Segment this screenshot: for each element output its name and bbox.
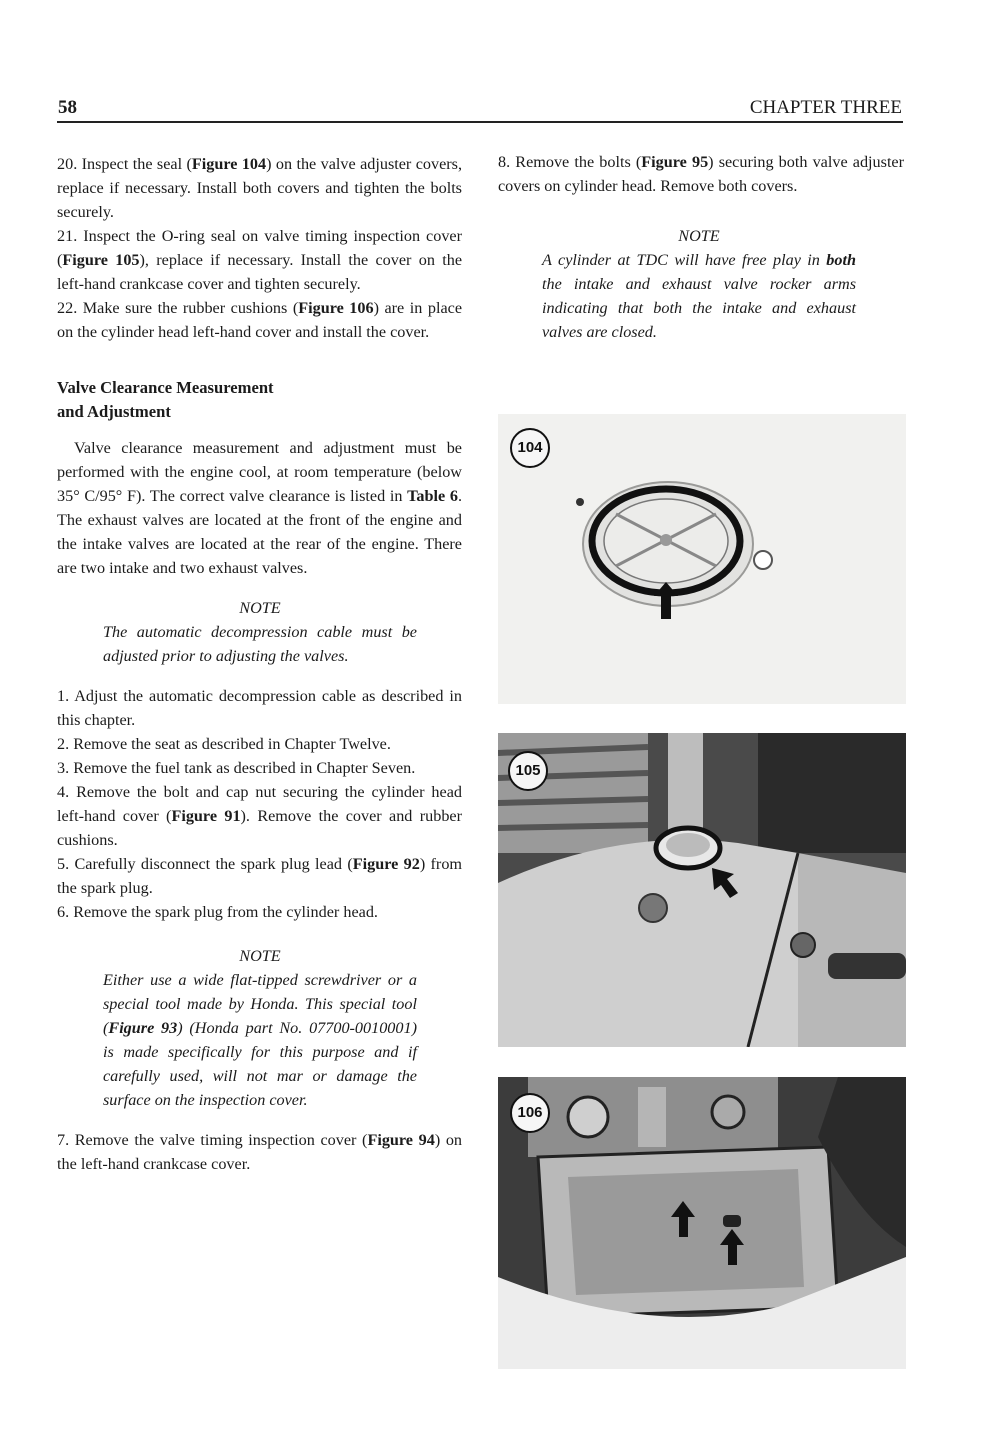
step-text-a: Remove the seat as described in Chapter Twelve. (69, 735, 391, 753)
note-text (542, 248, 856, 344)
step-text-a: Remove the spark plug from the cylinder head. (69, 903, 378, 921)
step-text-c: ) on the valve adjuster covers, replace if necessary. Install both covers and tighten the bolts securely. (57, 155, 462, 221)
step-text-a: Inspect the O-ring seal on valve timing inspection cover ( (57, 227, 462, 269)
section-heading-line2: and Adjustment (57, 402, 171, 421)
step-text-c: ) on the left-hand crankcase cover. (57, 1131, 463, 1173)
note-decompression (103, 596, 417, 668)
steps-mid-list (57, 684, 462, 924)
step-item (57, 732, 462, 756)
timing-inspection-cover-illustration (498, 733, 906, 1047)
step-item (57, 684, 462, 732)
step-text-c: ), replace if necessary. Install the cover on the left-hand crankcase cover and tighten securely. (57, 251, 462, 293)
note-text-c: the intake and exhaust valve rocker arms indicating that both the intake and exhaust valves are closed. (542, 275, 856, 341)
step-figure-ref: Figure 106 (298, 299, 374, 317)
step-number: 7. (57, 1131, 70, 1149)
step-text-a: Remove the bolts ( (510, 153, 642, 171)
note-title: NOTE (678, 227, 720, 245)
step-figure-ref: Figure 105 (62, 251, 140, 269)
step-text-a: Inspect the seal ( (77, 155, 192, 173)
step-7 (57, 1128, 462, 1176)
note-text (103, 968, 417, 1112)
note-text: The automatic decompression cable must be adjusted prior to adjusting the valves. (103, 623, 417, 665)
step-text-a: Make sure the rubber cushions ( (77, 299, 299, 317)
step-number: 21. (57, 227, 78, 245)
figure-106-label: 106 (510, 1093, 550, 1133)
note-title: NOTE (239, 599, 281, 617)
step-number: 4. (57, 783, 70, 801)
step-number: 6. (57, 903, 70, 921)
figure-104-photo (498, 414, 906, 704)
step-item (57, 224, 462, 296)
step-item (57, 900, 462, 924)
step-text-a: Remove the valve timing inspection cover ( (69, 1131, 368, 1149)
cylinder-head-cover-cushions-illustration (498, 1077, 906, 1369)
step-item (57, 756, 462, 780)
step-number: 1. (57, 687, 70, 705)
note-emphasis: both (826, 251, 856, 269)
figure-105-label: 105 (508, 751, 548, 791)
step-number: 8. (498, 153, 511, 171)
step-item (57, 780, 462, 852)
intro-text-c: . The exhaust valves are located at the front of the engine and the intake valves are located at the rear of the engine. There are two intake and two exhaust valves. (57, 487, 462, 577)
step-text-a: Remove the bolt and cap nut securing the cylinder head left-hand cover ( (57, 783, 462, 825)
step-item (57, 152, 462, 224)
step-text-a: Adjust the automatic decompression cable as described in this chapter. (57, 687, 462, 729)
note-title: NOTE (239, 947, 281, 965)
header-rule (57, 121, 903, 123)
step-item (57, 852, 462, 900)
step-text-c: ) are in place on the cylinder head left-hand cover and install the cover. (57, 299, 463, 341)
step-text-c: ) securing both valve adjuster covers on cylinder head. Remove both covers. (498, 153, 905, 195)
figure-105-photo (498, 733, 906, 1047)
left-column (57, 152, 462, 1176)
step-figure-ref: Figure 104 (191, 155, 267, 173)
step-text-c: ). Remove the cover and rubber cushions. (57, 807, 462, 849)
note-text-c: ) (Honda part No. 07700-0010001) is made specifically for this purpose and if carefully used, will not mar or damage the surface on the inspection cover. (103, 1019, 417, 1109)
step-figure-ref: Figure 91 (171, 807, 241, 825)
step-number: 22. (57, 299, 78, 317)
intro-table-ref: Table 6 (407, 487, 458, 505)
intro-text-a: Valve clearance measurement and adjustment must be performed with the engine cool, at room temperature (below 35° C/95° F). The correct valve clearance is listed in (57, 439, 462, 505)
step-figure-ref: Figure 95 (641, 153, 709, 171)
figure-104-label: 104 (510, 428, 550, 468)
step-number: 5. (57, 855, 70, 873)
section-heading-line1: Valve Clearance Measurement (57, 378, 274, 397)
note-figure-ref: Figure 93 (108, 1019, 178, 1037)
step-text-a: Carefully disconnect the spark plug lead ( (69, 855, 353, 873)
chapter-title: CHAPTER THREE (749, 97, 902, 118)
step-text-c: ) from the spark plug. (57, 855, 463, 897)
step-text-a: Remove the fuel tank as described in Chapter Seven. (69, 759, 416, 777)
note-tdc (542, 224, 856, 344)
step-number: 3. (57, 759, 70, 777)
figure-106-photo (498, 1077, 906, 1369)
right-column (498, 150, 904, 344)
note-text-a: Either use a wide flat-tipped screwdriver or a special tool made by Honda. This special tool ( (103, 971, 417, 1037)
step-figure-ref: Figure 94 (367, 1131, 435, 1149)
steps-top-list (57, 152, 462, 344)
note-text-a: A cylinder at TDC will have free play in (542, 251, 827, 269)
step-figure-ref: Figure 92 (352, 855, 420, 873)
step-number: 20. (57, 155, 78, 173)
step-number: 2. (57, 735, 70, 753)
valve-adjuster-cover-seal-illustration (498, 414, 906, 704)
step-item (57, 296, 462, 344)
section-heading (57, 376, 462, 424)
step-8 (498, 150, 904, 198)
page-number: 58 (58, 97, 77, 118)
note-screwdriver (103, 944, 417, 1112)
intro-paragraph (57, 436, 462, 580)
